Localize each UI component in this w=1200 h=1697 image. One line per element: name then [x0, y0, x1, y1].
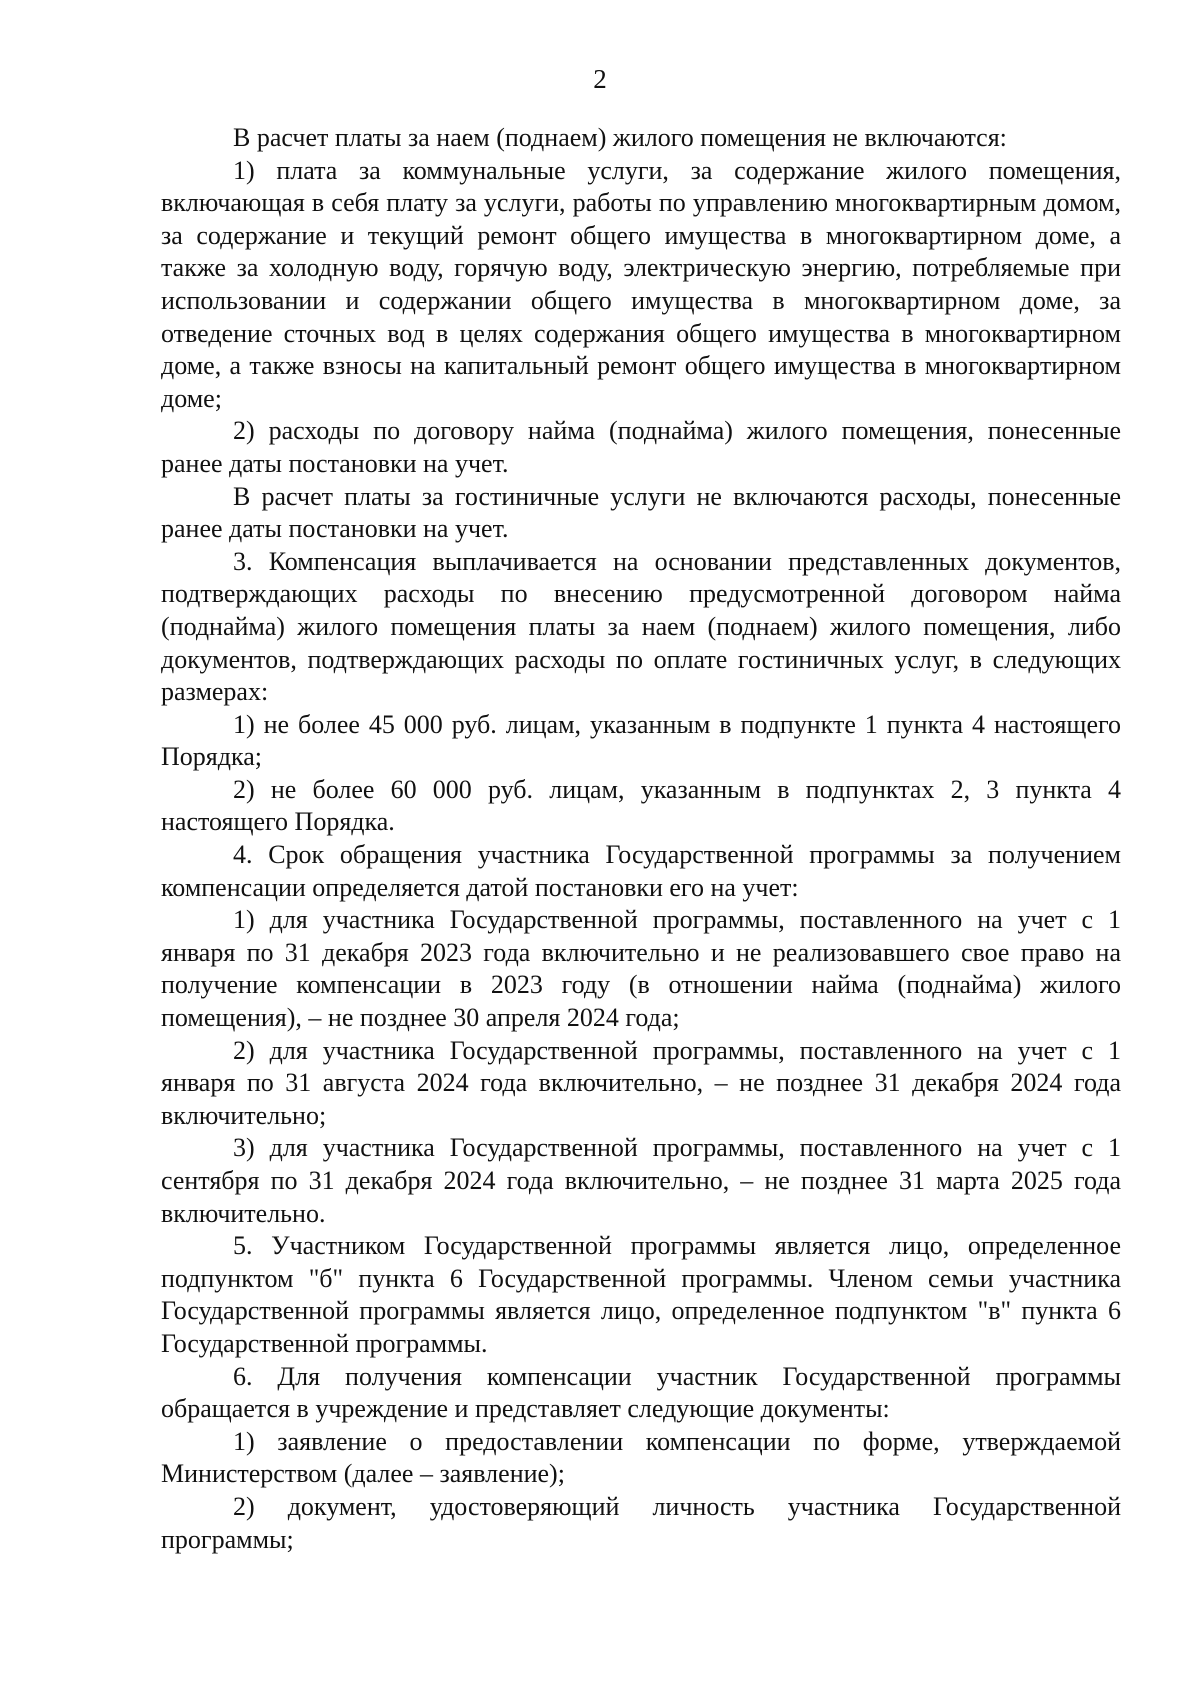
paragraph-hotel-exclusions: В расчет платы за гостиничные услуги не включаются расходы, понесенные ранее даты постановки на учет.	[161, 481, 1121, 544]
paragraph-item-4-deadline: 4. Срок обращения участника Государственной программы за получением компенсации определяется датой постановки его на учет:	[161, 840, 1121, 902]
paragraph-item-6-documents: 6. Для получения компенсации участник Государственной программы обращается в учреждение и представляет следующие документы:	[161, 1361, 1121, 1424]
paragraph-item-3-compensation: 3. Компенсация выплачивается на основании представленных документов, подтверждающих расходы по внесению предусмотренной договором найма (поднайма) жилого помещения платы за наем (поднаем) жилого помещения, либо документов, подтверждающих расходы по оплате гостиничных услуг, в следующих размерах:	[161, 546, 1121, 707]
paragraph-item-6-document-2: 2) документ, удостоверяющий личность участника Государственной программы;	[161, 1491, 1121, 1554]
paragraph-exclusion-prior-expenses: 2) расходы по договору найма (поднайма) жилого помещения, понесенные ранее даты постановки на учет.	[161, 416, 1121, 478]
paragraph-item-6-document-1: 1) заявление о предоставлении компенсации по форме, утверждаемой Министерством (далее – заявление);	[161, 1426, 1121, 1489]
paragraph-exclusion-utilities: 1) плата за коммунальные услуги, за содержание жилого помещения, включающая в себя плату за услуги, работы по управлению многоквартирным домом, за содержание и текущий ремонт общего имущества в многоквартирном доме, а также за холодную воду, горячую воду, электрическую энергию, потребляемые при использовании и содержании общего имущества в многоквартирном доме, за отведение сточных вод в целях содержания общего имущества в многоквартирном доме, а также взносы на капитальный ремонт общего имущества в многоквартирном доме;	[161, 155, 1121, 413]
paragraph-item-3-amount-1: 1) не более 45 000 руб. лицам, указанным в подпункте 1 пункта 4 настоящего Порядка;	[161, 709, 1121, 772]
paragraph-item-5-participant: 5. Участником Государственной программы является лицо, определенное подпунктом "б" пункта 6 Государственной программы. Членом семьи участника Государственной программы является лицо, определенное подпунктом "в" пункта 6 Государственной программы.	[161, 1231, 1121, 1358]
paragraph-rent-exclusions-intro: В расчет платы за наем (поднаем) жилого помещения не включаются:	[233, 123, 1007, 152]
paragraph-item-3-amount-2: 2) не более 60 000 руб. лицам, указанным в подпунктах 2, 3 пункта 4 настоящего Порядка.	[161, 774, 1121, 837]
document-body	[161, 122, 1121, 1556]
page-number: 2	[593, 64, 607, 94]
paragraph-item-4-deadline-2: 2) для участника Государственной программы, поставленного на учет с 1 января по 31 августа 2024 года включительно, – не позднее 31 декабря 2024 года включительно;	[161, 1035, 1121, 1130]
paragraph-item-4-deadline-1: 1) для участника Государственной программы, поставленного на учет с 1 января по 31 декабря 2023 года включительно и не реализовавшего свое право на получение компенсации в 2023 году (в отношении найма (поднайма) жилого помещения), – не позднее 30 апреля 2024 года;	[161, 905, 1121, 1033]
paragraph-item-4-deadline-3: 3) для участника Государственной программы, поставленного на учет с 1 сентября по 31 декабря 2024 года включительно, – не позднее 31 марта 2025 года включительно.	[161, 1133, 1121, 1228]
